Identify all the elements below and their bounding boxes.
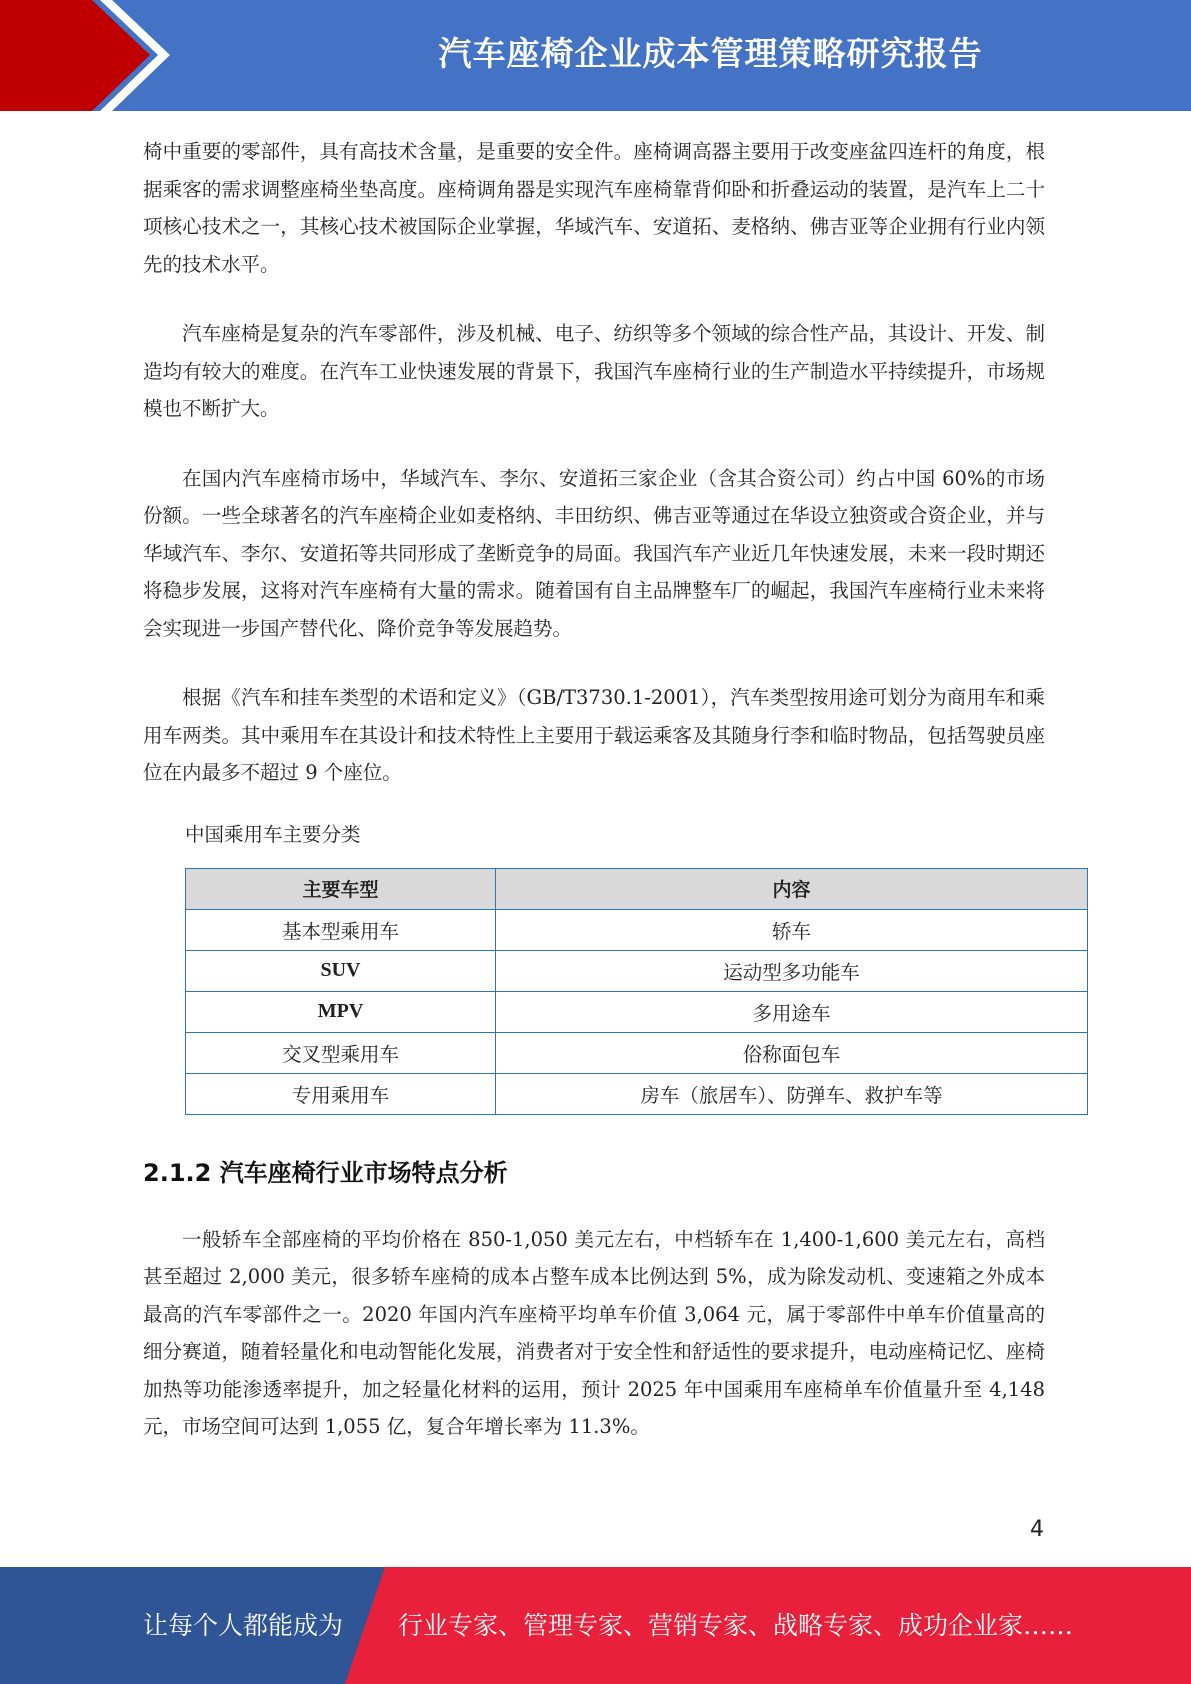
table-cell-type: MPV [186,991,496,1032]
table-cell-content: 运动型多功能车 [496,950,1088,991]
table-row [186,909,1088,950]
page-header [0,0,1191,111]
header-title: 汽车座椅企业成本管理策略研究报告 [438,34,983,73]
section-heading: 2.1.2 汽车座椅行业市场特点分析 [143,1158,508,1187]
header-arrow-decoration [0,0,240,111]
table-header-cell: 主要车型 [186,868,496,909]
table-cell-content: 多用途车 [496,991,1088,1032]
vehicle-type-table [185,868,1088,1115]
table-cell-type: SUV [186,950,496,991]
paragraph-4: 根据《汽车和挂车类型的术语和定义》（GB/T3730.1-2001），汽车类型按用途可划分为商用车和乘用车两类。其中乘用车在其设计和技术特性上主要用于载运乘客及其随身行李和临时物品，包括驾驶员座位在内最多不超过 9 个座位。 [143,686,1045,784]
table-row [186,1032,1088,1073]
paragraph-1: 椅中重要的零部件，具有高技术含量，是重要的安全件。座椅调高器主要用于改变座盆四连杆的角度，根据乘客的需求调整座椅坐垫高度。座椅调角器是实现汽车座椅靠背仰卧和折叠运动的装置，是汽车上二十项核心技术之一，其核心技术被国际企业掌握，华域汽车、安道拓、麦格纳、佛吉亚等企业拥有行业内领先的技术水平。 [143,140,1045,276]
table-cell-content: 俗称面包车 [496,1032,1088,1073]
section-paragraph: 一般轿车全部座椅的平均价格在 850-1,050 美元左右，中档轿车在 1,400-1,600 美元左右，高档甚至超过 2,000 美元，很多轿车座椅的成本占整车成本比例达到 5%，成为除发动机、变速箱之外成本最高的汽车零部件之一。2020 年国内汽车座椅平均单车价值 3,064 元，属于零部件中单车价值量高的细分赛道，随着轻量化和电动智能化发展，消费者对于安全性和舒适性的要求提升，电动座椅记忆、座椅加热等功能渗透率提升，加之轻量化材料的运用，预计 2025 年中国乘用车座椅单车价值量升至 4,148 元，市场空间可达到 1,055 亿，复合年增长率为 11.3%。 [143,1227,1045,1438]
table-cell-type: 专用乘用车 [186,1073,496,1114]
paragraph-3: 在国内汽车座椅市场中，华域汽车、李尔、安道拓三家企业（含其合资公司）约占中国 60%的市场份额。一些全球著名的汽车座椅企业如麦格纳、丰田纺织、佛吉亚等通过在华设立独资或合资企业，并与华域汽车、李尔、安道拓等共同形成了垄断竞争的局面。我国汽车产业近几年快速发展，未来一段时期还将稳步发展，这将对汽车座椅有大量的需求。随着国有自主品牌整车厂的崛起，我国汽车座椅行业未来将会实现进一步国产替代化、降价竞争等发展趋势。 [143,466,1045,640]
table-cell-type: 交叉型乘用车 [186,1032,496,1073]
footer-slogan-left: 让每个人都能成为 [143,1611,344,1640]
table-caption: 中国乘用车主要分类 [185,822,361,846]
page-footer [0,1567,1191,1684]
page-number: 4 [1030,1517,1044,1542]
table-cell-type: 基本型乘用车 [186,909,496,950]
table-cell-content: 房车（旅居车）、防弹车、救护车等 [496,1073,1088,1114]
footer-slogan-right: 行业专家、管理专家、营销专家、战略专家、成功企业家…… [398,1611,1074,1640]
table-row [186,1073,1088,1114]
table-header-row [186,868,1088,909]
table-header-cell: 内容 [496,868,1088,909]
document-body [143,133,1045,1478]
table-cell-content: 轿车 [496,909,1088,950]
table-row [186,950,1088,991]
paragraph-2: 汽车座椅是复杂的汽车零部件，涉及机械、电子、纺织等多个领域的综合性产品，其设计、开发、制造均有较大的难度。在汽车工业快速发展的背景下，我国汽车座椅行业的生产制造水平持续提升，市场规模也不断扩大。 [143,322,1045,420]
table-row [186,991,1088,1032]
